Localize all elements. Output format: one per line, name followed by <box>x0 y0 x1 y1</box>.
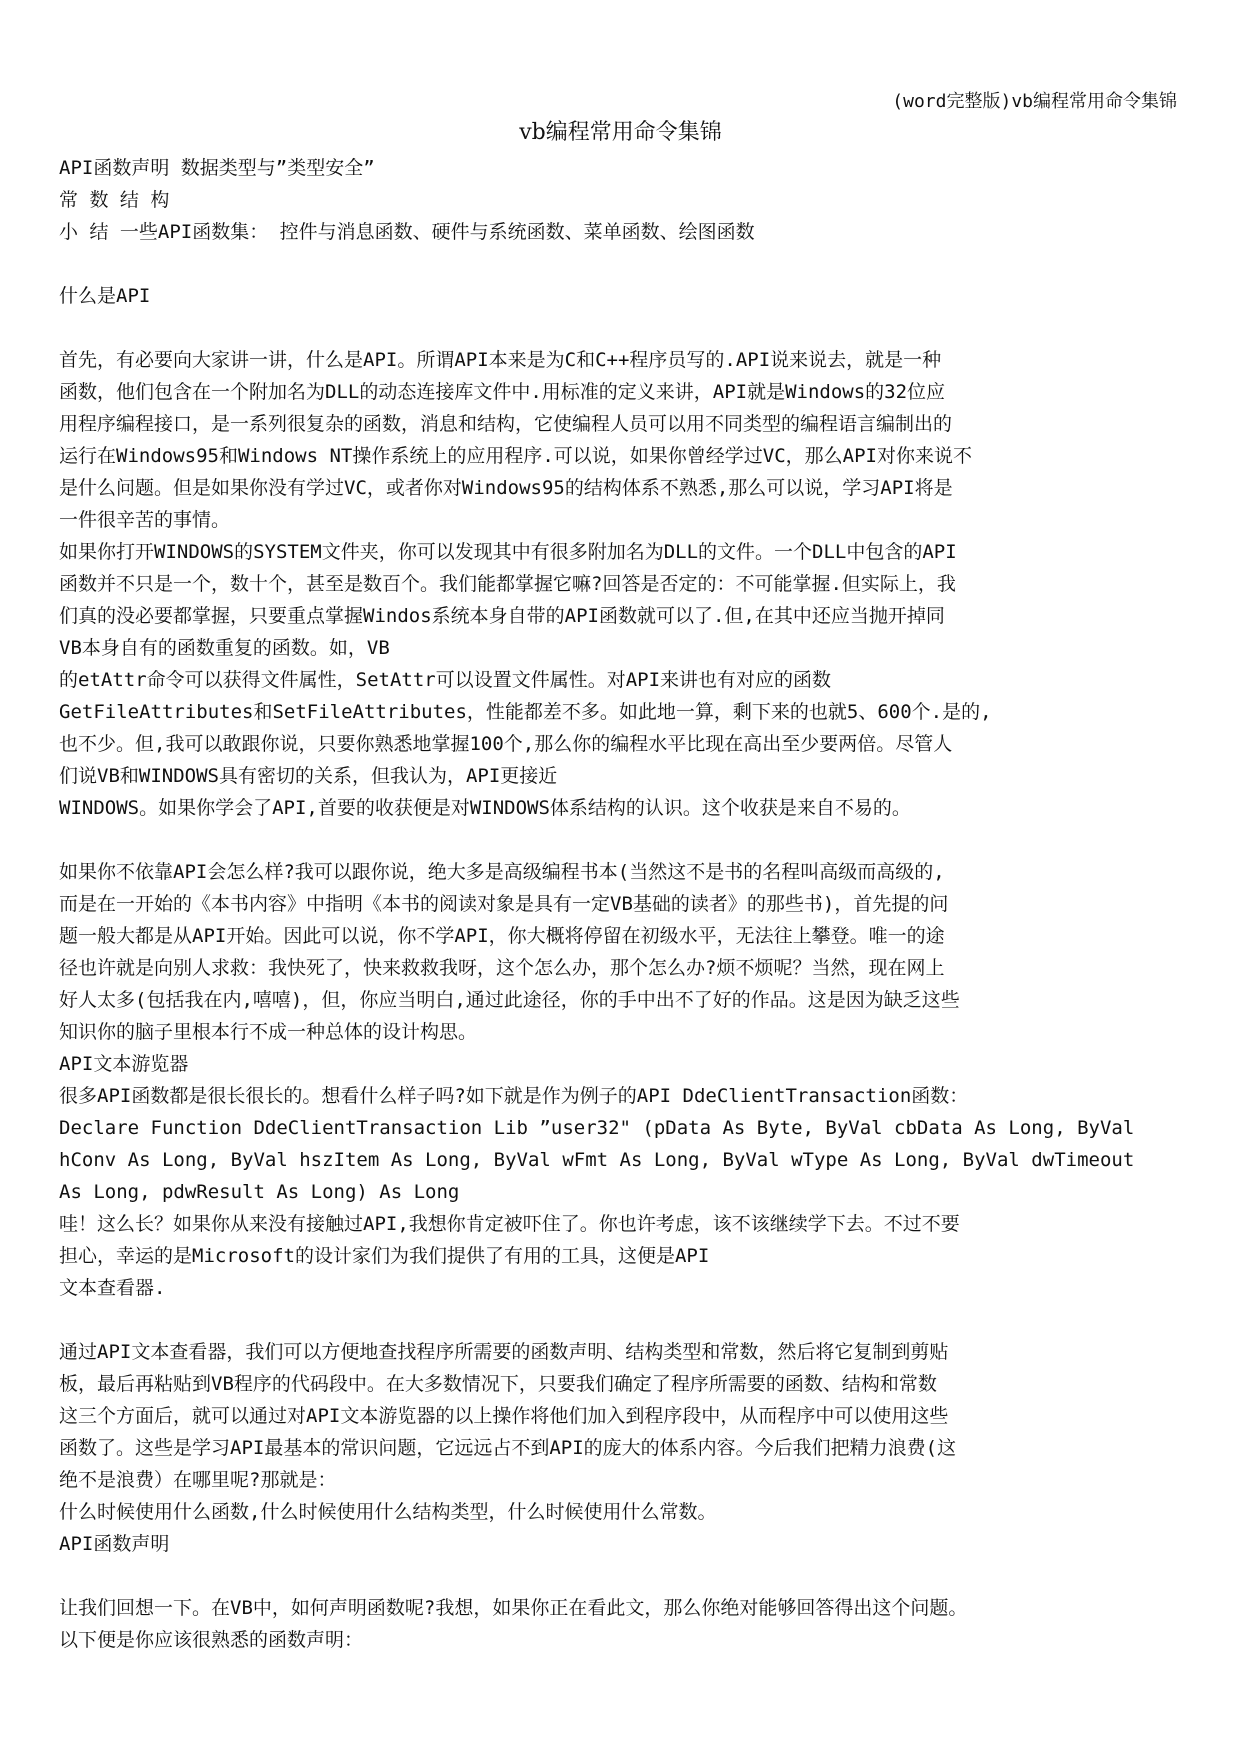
paragraph-line: 什么时候使用什么函数,什么时候使用什么结构类型，什么时候使用什么常数。 <box>59 1501 717 1523</box>
paragraph-line: 这三个方面后，就可以通过对API文本游览器的以上操作将他们加入到程序段中，从而程序中可以使用这些 <box>59 1405 949 1427</box>
paragraph-line: 的etAttr命令可以获得文件属性，SetAttr可以设置文件属性。对API来讲也有对应的函数 <box>59 669 832 691</box>
paragraph-line: GetFileAttributes和SetFileAttributes，性能都差不多。如此地一算，剩下来的也就5、600个.是的, <box>59 701 992 723</box>
paragraph-line: 函数并不只是一个，数十个，甚至是数百个。我们能都掌握它嘛?回答是否定的：不可能掌握.但实际上，我 <box>59 573 956 595</box>
code-line: hConv As Long, ByVal hszItem As Long, ByVal wFmt As Long, ByVal wType As Long, ByVal dwTimeout <box>59 1149 1135 1171</box>
paragraph-line: 一件很辛苦的事情。 <box>59 509 231 531</box>
paragraph-line: 板，最后再粘贴到VB程序的代码段中。在大多数情况下，只要我们确定了程序所需要的函数、结构和常数 <box>59 1373 937 1395</box>
blank-line <box>59 312 1199 344</box>
section-heading: API函数声明 <box>59 1533 170 1555</box>
paragraph <box>59 536 1199 824</box>
paragraph-line: 好人太多(包括我在内,嘻嘻)，但，你应当明白,通过此途径，你的手中出不了好的作品。这是因为缺乏这些 <box>59 989 960 1011</box>
code-line: As Long, pdwResult As Long) As Long <box>59 1181 460 1203</box>
paragraph-line: 函数了。这些是学习API最基本的常识问题，它远远占不到API的庞大的体系内容。今后我们把精力浪费(这 <box>59 1437 957 1459</box>
paragraph-line: 如果你打开WINDOWS的SYSTEM文件夹，你可以发现其中有很多附加名为DLL的文件。一个DLL中包含的API <box>59 541 957 563</box>
code-line: Declare Function DdeClientTransaction Lib ”user32" (pData As Byte, ByVal cbData As Long, ByVal <box>59 1117 1135 1139</box>
paragraph-line: 如果你不依靠API会怎么样?我可以跟你说，绝大多是高级编程书本(当然这不是书的名程叫高级而高级的, <box>59 861 945 883</box>
paragraph-line: 也不少。但,我可以敢跟你说，只要你熟悉地掌握100个,那么你的编程水平比现在高出至少要两倍。尽管人 <box>59 733 953 755</box>
paragraph-line: 而是在一开始的《本书内容》中指明《本书的阅读对象是具有一定VB基础的读者》的那些书)，首先提的问 <box>59 893 949 915</box>
paragraph-line: 文本查看器. <box>59 1277 166 1299</box>
paragraph-line: 担心，幸运的是Microsoft的设计家们为我们提供了有用的工具，这便是API <box>59 1245 710 1267</box>
paragraph <box>59 344 1199 536</box>
blank-line <box>59 248 1199 280</box>
paragraph-line: 首先，有必要向大家讲一讲，什么是API。所谓API本来是为C和C++程序员写的.API说来说去，就是一种 <box>59 349 942 371</box>
paragraph-line: 用程序编程接口，是一系列很复杂的函数，消息和结构，它使编程人员可以用不同类型的编程语言编制出的 <box>59 413 953 435</box>
paragraph <box>59 1592 1199 1656</box>
document-title: vb编程常用命令集锦 <box>519 120 722 145</box>
blank-line <box>59 1304 1199 1336</box>
paragraph-line: 们说VB和WINDOWS具有密切的关系，但我认为，API更接近 <box>59 765 558 787</box>
paragraph-line: 函数，他们包含在一个附加名为DLL的动态连接库文件中.用标准的定义来讲，API就是Windows的32位应 <box>59 381 946 403</box>
running-header: (word完整版)vb编程常用命令集锦 <box>892 91 1177 112</box>
paragraph-line: 径也许就是向别人求救：我快死了，快来救救我呀，这个怎么办，那个怎么办?烦不烦呢？当然，现在网上 <box>59 957 945 979</box>
paragraph-line: 让我们回想一下。在VB中，如何声明函数呢?我想，如果你正在看此文，那么你绝对能够回答得出这个问题。 <box>59 1597 968 1619</box>
paragraph-line: 通过API文本查看器，我们可以方便地查找程序所需要的函数声明、结构类型和常数，然后将它复制到剪贴 <box>59 1341 949 1363</box>
paragraph-line: 运行在Windows95和Windows NT操作系统上的应用程序.可以说，如果你曾经学过VC，那么API对你来说不 <box>59 445 972 467</box>
paragraph <box>59 1336 1199 1528</box>
toc-line: 常 数 结 构 <box>59 189 170 211</box>
blank-line <box>59 824 1199 856</box>
blank-line <box>59 1560 1199 1592</box>
paragraph-line: 们真的没必要都掌握，只要重点掌握Windos系统本身自带的API函数就可以了.但,在其中还应当抛开掉同 <box>59 605 945 627</box>
paragraph-line: VB本身自有的函数重复的函数。如，VB <box>59 637 390 659</box>
paragraph-line: 是什么问题。但是如果你没有学过VC，或者你对Windows95的结构体系不熟悉,那么可以说，学习API将是 <box>59 477 953 499</box>
paragraph-line: 哇！这么长？如果你从来没有接触过API,我想你肯定被吓住了。你也许考虑，该不该继续学下去。不过不要 <box>59 1213 960 1235</box>
document-body <box>59 152 1199 1656</box>
toc-line: 小 结 一些API函数集： 控件与消息函数、硬件与系统函数、菜单函数、绘图函数 <box>59 221 755 243</box>
section-heading: API文本游览器 <box>59 1053 189 1075</box>
paragraph <box>59 856 1199 1048</box>
paragraph-line: 以下便是你应该很熟悉的函数声明： <box>59 1629 364 1651</box>
paragraph-line: 绝不是浪费）在哪里呢?那就是： <box>59 1469 337 1491</box>
paragraph-line: WINDOWS。如果你学会了API,首要的收获便是对WINDOWS体系结构的认识。这个收获是来自不易的。 <box>59 797 911 819</box>
paragraph-line: 题一般大都是从API开始。因此可以说，你不学API，你大概将停留在初级水平，无法往上攀登。唯一的途 <box>59 925 945 947</box>
paragraph-line: 知识你的脑子里根本行不成一种总体的设计构思。 <box>59 1021 478 1043</box>
paragraph <box>59 1080 1199 1304</box>
paragraph-line: 很多API函数都是很长很长的。想看什么样子吗?如下就是作为例子的API DdeClientTransaction函数： <box>59 1085 969 1107</box>
toc-line: API函数声明 数据类型与”类型安全” <box>59 157 375 179</box>
section-heading: 什么是API <box>59 285 151 307</box>
